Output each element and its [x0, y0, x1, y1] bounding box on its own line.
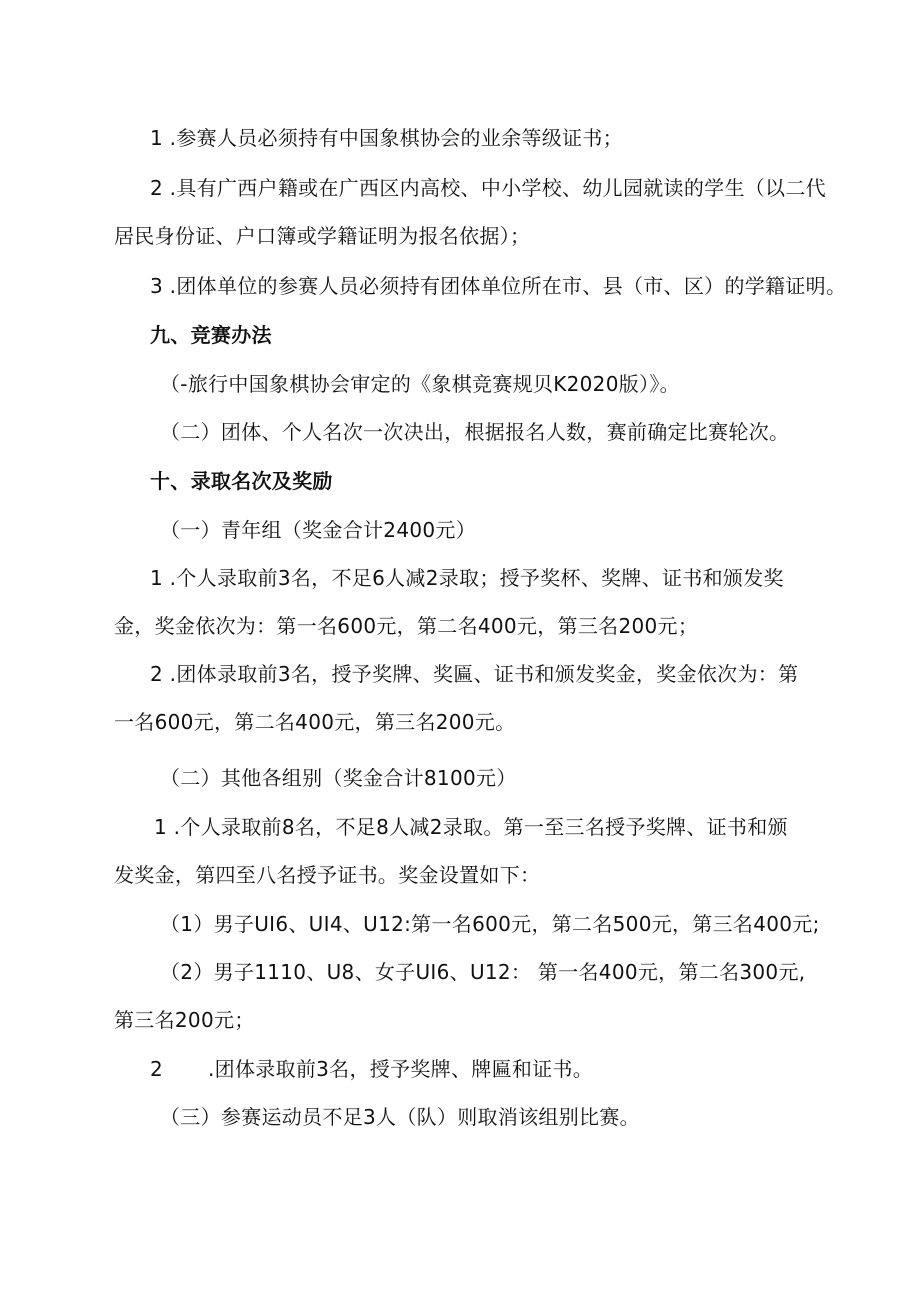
eligibility-item-2-line-1: 2 .具有广西户籍或在广西区内高校、中小学校、幼儿园就读的学生（以二代: [150, 176, 826, 200]
youth-group-title: （一）青年组（奖金合计2400元）: [160, 518, 476, 542]
other-sub-item-2-line-2: 第三名200元；: [114, 1008, 255, 1032]
section-10-heading: 十、录取名次及奖励: [150, 469, 333, 493]
other-item-2-text: .团体录取前3名，授予奖牌、牌匾和证书。: [208, 1057, 594, 1081]
other-item-1-line-2: 发奖金，第四至八名授予证书。奖金设置如下：: [114, 863, 541, 887]
section-9-item-2: （二）团体、个人名次一次决出，根据报名人数，赛前确定比赛轮次。: [160, 420, 790, 444]
youth-item-1-line-1: 1 .个人录取前3名，不足6人减2录取；授予奖杯、奖牌、证书和颁发奖: [150, 566, 784, 590]
other-groups-note: （三）参赛运动员不足3人（队）则取消该组别比赛。: [160, 1105, 640, 1129]
other-groups-title: （二）其他各组别（奖金合计8100元）: [160, 766, 517, 790]
eligibility-item-3: 3 .团体单位的参赛人员必须持有团体单位所在市、县（市、区）的学籍证明。: [150, 274, 847, 298]
youth-item-2-line-2: 一名600元，第二名400元，第三名200元。: [114, 710, 516, 734]
other-sub-item-2-line-1: （2）男子1110、U8、女子UI6、U12： 第一名400元，第二名300元,: [160, 960, 806, 984]
youth-item-2-line-1: 2 .团体录取前3名，授予奖牌、奖匾、证书和颁发奖金，奖金依次为：第: [150, 662, 799, 686]
other-item-2-number: 2: [150, 1057, 164, 1081]
other-item-2: [150, 1055, 593, 1083]
other-item-1-line-1: 1 .个人录取前8名，不足8人减2录取。第一至三名授予奖牌、证书和颁: [154, 815, 788, 839]
youth-item-1-line-2: 金，奖金依次为：第一名600元，第二名400元，第三名200元；: [114, 614, 699, 638]
section-9-heading: 九、竞赛办法: [150, 323, 272, 347]
section-9-item-1: （-旅行中国象棋协会审定的《象棋竞赛规贝K2020版）》。: [160, 372, 680, 396]
eligibility-item-2-line-2: 居民身份证、户口簿或学籍证明为报名依据）；: [114, 224, 531, 248]
other-sub-item-1: （1）男子UI6、UI4、U12:第一名600元，第二名500元，第三名400元;: [160, 912, 820, 936]
eligibility-item-1: 1 .参赛人员必须持有中国象棋协会的业余等级证书；: [150, 126, 623, 150]
